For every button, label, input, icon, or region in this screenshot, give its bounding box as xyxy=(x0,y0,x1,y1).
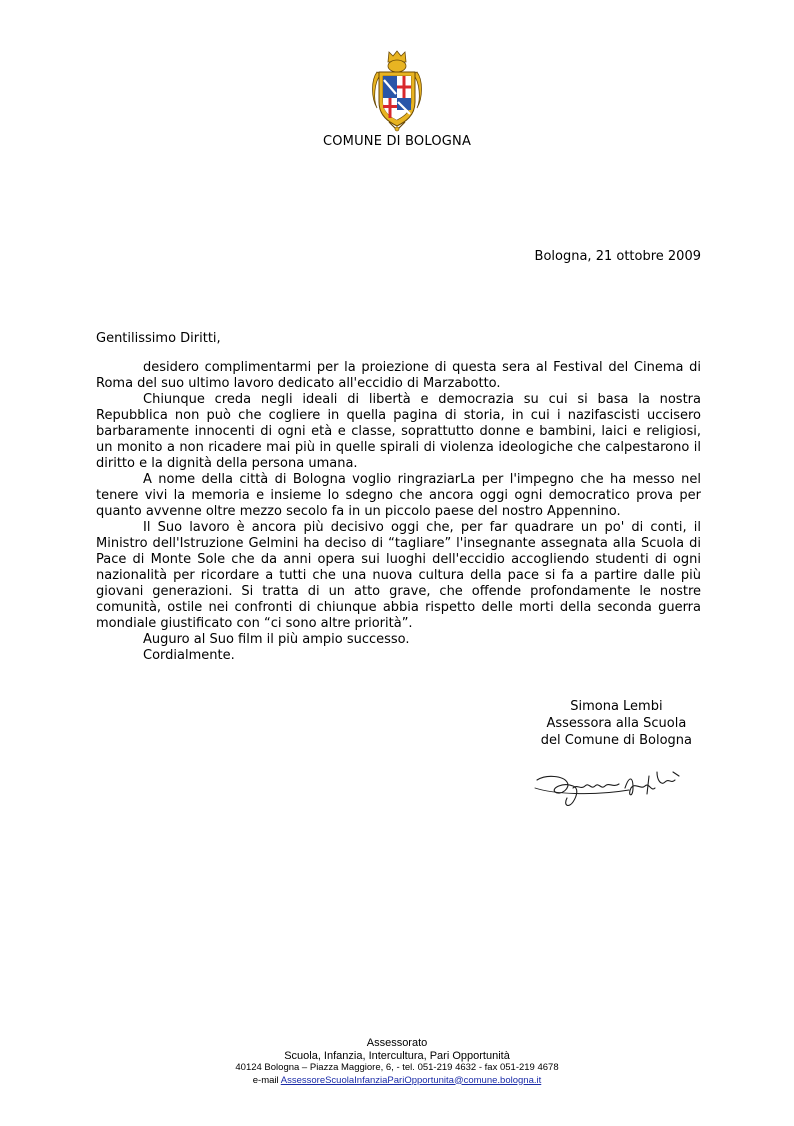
salutation: Gentilissimo Diritti, xyxy=(96,331,221,346)
letter-date: Bologna, 21 ottobre 2009 xyxy=(534,249,701,264)
paragraph: Auguro al Suo film il più ampio successo. xyxy=(143,632,410,647)
footer-email-label: e-mail xyxy=(252,1074,279,1086)
org-name: COMUNE DI BOLOGNA xyxy=(322,134,472,149)
paragraph: A nome della città di Bologna voglio ringraziarLa per l'impegno che ha messo nel tenere vivi la memoria e insieme lo sdegno che ancora oggi ogni democratico prova per quanto avvenne oltre mezzo secolo fa in un piccolo paese del nostro Appennino. xyxy=(96,472,701,519)
footer-department: Assessorato xyxy=(366,1037,428,1049)
footer-email-link[interactable]: AssessoreScuolaInfanziaPariOpportunita@comune.bologna.it xyxy=(280,1074,542,1086)
footer-email-line xyxy=(0,1075,794,1088)
signatory-role: Assessora alla Scuola xyxy=(546,716,687,731)
paragraph: desidero complimentarmi per la proiezione di questa sera al Festival del Cinema di Roma del suo ultimo lavoro dedicato all'eccidio di Marzabotto. xyxy=(96,360,701,391)
footer-department-name: Scuola, Infanzia, Intercultura, Pari Opportunità xyxy=(284,1049,510,1062)
signatory-org: del Comune di Bologna xyxy=(540,733,692,748)
paragraph: Cordialmente. xyxy=(143,648,235,663)
paragraph: Il Suo lavoro è ancora più decisivo oggi che, per far quadrare un po' di conti, il Ministro dell'Istruzione Gelmini ha deciso di “tagliare” l'insegnante assegnata alla Scuola di Pace di Monte Sole che da anni opera sui luoghi dell'eccidio accogliendo studenti di ogni nazionalità per ricordare a tutti che una nuova cultura della pace si fa a partire dalle più giovani generazioni. Si tratta di un atto grave, che offende profondamente le nostre comunità, ostile nei confronti di chiunque abbia rispetto delle morti della seconda guerra mondiale giustificato con “ci sono altre priorità”. xyxy=(96,520,701,631)
footer-address: 40124 Bologna – Piazza Maggiore, 6, - tel. 051-219 4632 - fax 051-219 4678 xyxy=(235,1062,559,1073)
letter-body xyxy=(96,360,701,664)
footer xyxy=(0,1037,794,1087)
signature-block xyxy=(541,698,692,749)
signatory-name: Simona Lembi xyxy=(570,699,663,714)
bologna-coat-of-arms-icon xyxy=(369,50,425,132)
handwritten-signature-icon xyxy=(533,766,683,810)
paragraph: Chiunque creda negli ideali di libertà e democrazia su cui si basa la nostra Repubblica non può che cogliere in quella pagina di storia, in cui i nazifascisti uccisero barbaramente innocenti di ogni età e classe, soprattutto donne e bambini, laici e religiosi, un monito a non ricadere mai più in quelle spirali di violenza ideologiche che calpestarono il diritto e la dignità della persona umana. xyxy=(96,392,701,471)
